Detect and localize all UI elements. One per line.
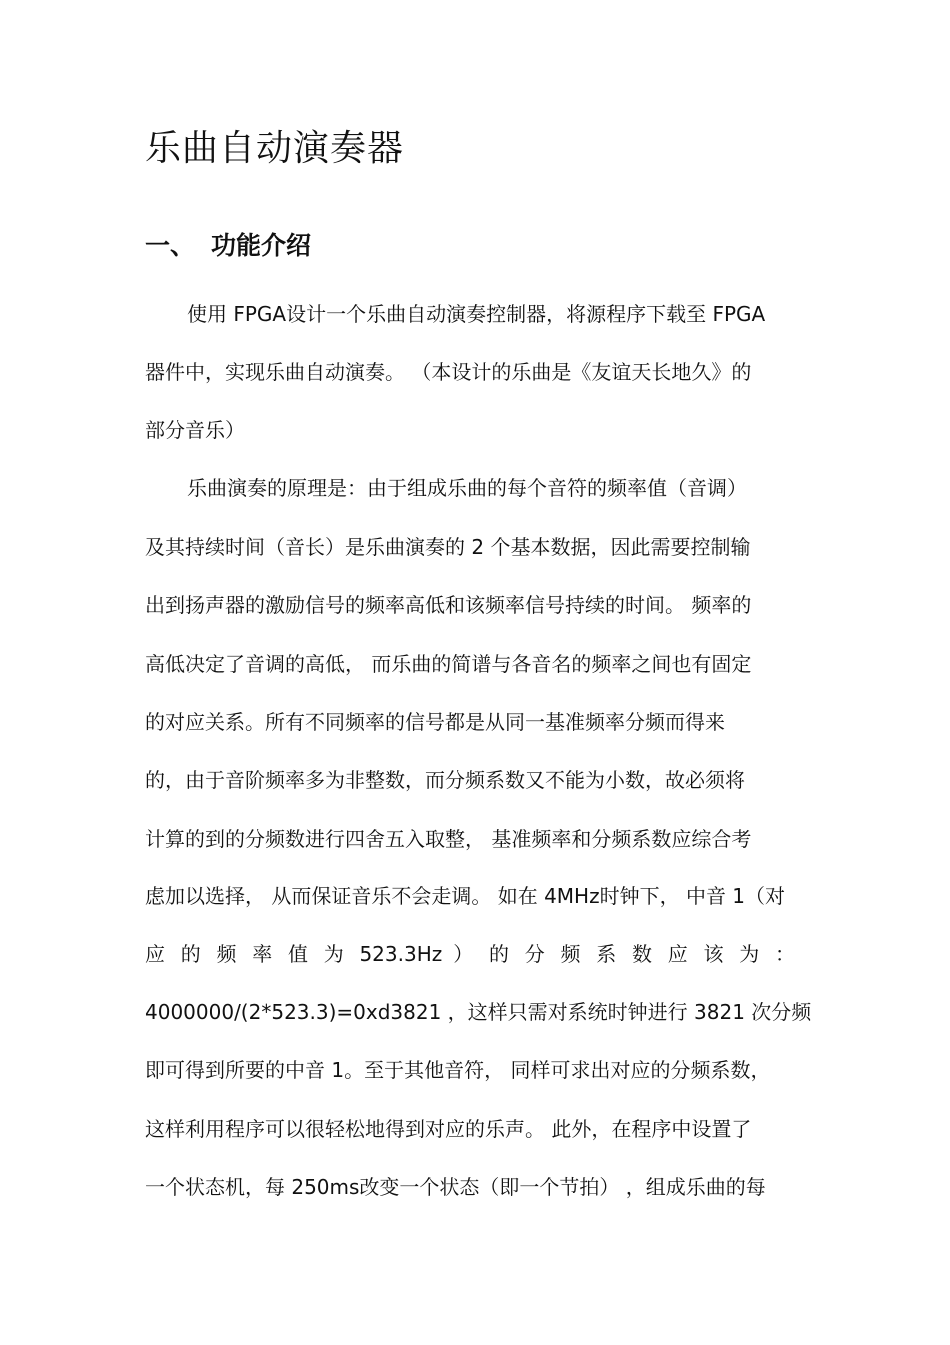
document-title: 乐曲自动演奏器 (145, 128, 405, 169)
paragraph-line: 器件中，实现乐曲自动演奏。 （本设计的乐曲是《友谊天长地久》的 (145, 360, 752, 384)
paragraph-line: 4000000/(2*523.3)=0xd3821 ，这样只需对系统时钟进行 3821 次分频 (145, 1000, 812, 1024)
paragraph-line: 一个状态机，每 250ms改变一个状态（即一个节拍） ，组成乐曲的每 (145, 1175, 766, 1199)
paragraph-line: 即可得到所要的中音 1。至于其他音符， 同样可求出对应的分频系数， (145, 1058, 771, 1082)
paragraph-line: 的对应关系。所有不同频率的信号都是从同一基准频率分频而得来 (145, 710, 725, 734)
section-title: 功能介绍 (211, 231, 312, 260)
section-heading (145, 226, 311, 262)
paragraph-line: 部分音乐） (145, 418, 245, 442)
paragraph-line: 高低决定了音调的高低， 而乐曲的简谱与各音名的频率之间也有固定 (145, 652, 752, 676)
paragraph-line: 计算的到的分频数进行四舍五入取整， 基准频率和分频系数应综合考 (145, 827, 752, 851)
paragraph-line: 使用 FPGA设计一个乐曲自动演奏控制器，将源程序下载至 FPGA (187, 302, 766, 326)
section-number: 一、 (145, 231, 196, 260)
paragraph-line: 这样利用程序可以很轻松地得到对应的乐声。 此外，在程序中设置了 (145, 1117, 752, 1141)
paragraph-line: 及其持续时间（音长）是乐曲演奏的 2 个基本数据，因此需要控制输 (145, 535, 751, 559)
paragraph-line: 出到扬声器的激励信号的频率高低和该频率信号持续的时间。 频率的 (145, 593, 752, 617)
paragraph-line: 乐曲演奏的原理是：由于组成乐曲的每个音符的频率值（音调） (187, 476, 747, 500)
paragraph-line: 的，由于音阶频率多为非整数，而分频系数又不能为小数，故必须将 (145, 768, 745, 792)
paragraph-line: 应 的 频 率 值 为 523.3Hz ） 的 分 频 系 数 应 该 为 ： (145, 942, 795, 966)
paragraph-line: 虑加以选择， 从而保证音乐不会走调。 如在 4MHz时钟下， 中音 1（对 (145, 884, 786, 908)
